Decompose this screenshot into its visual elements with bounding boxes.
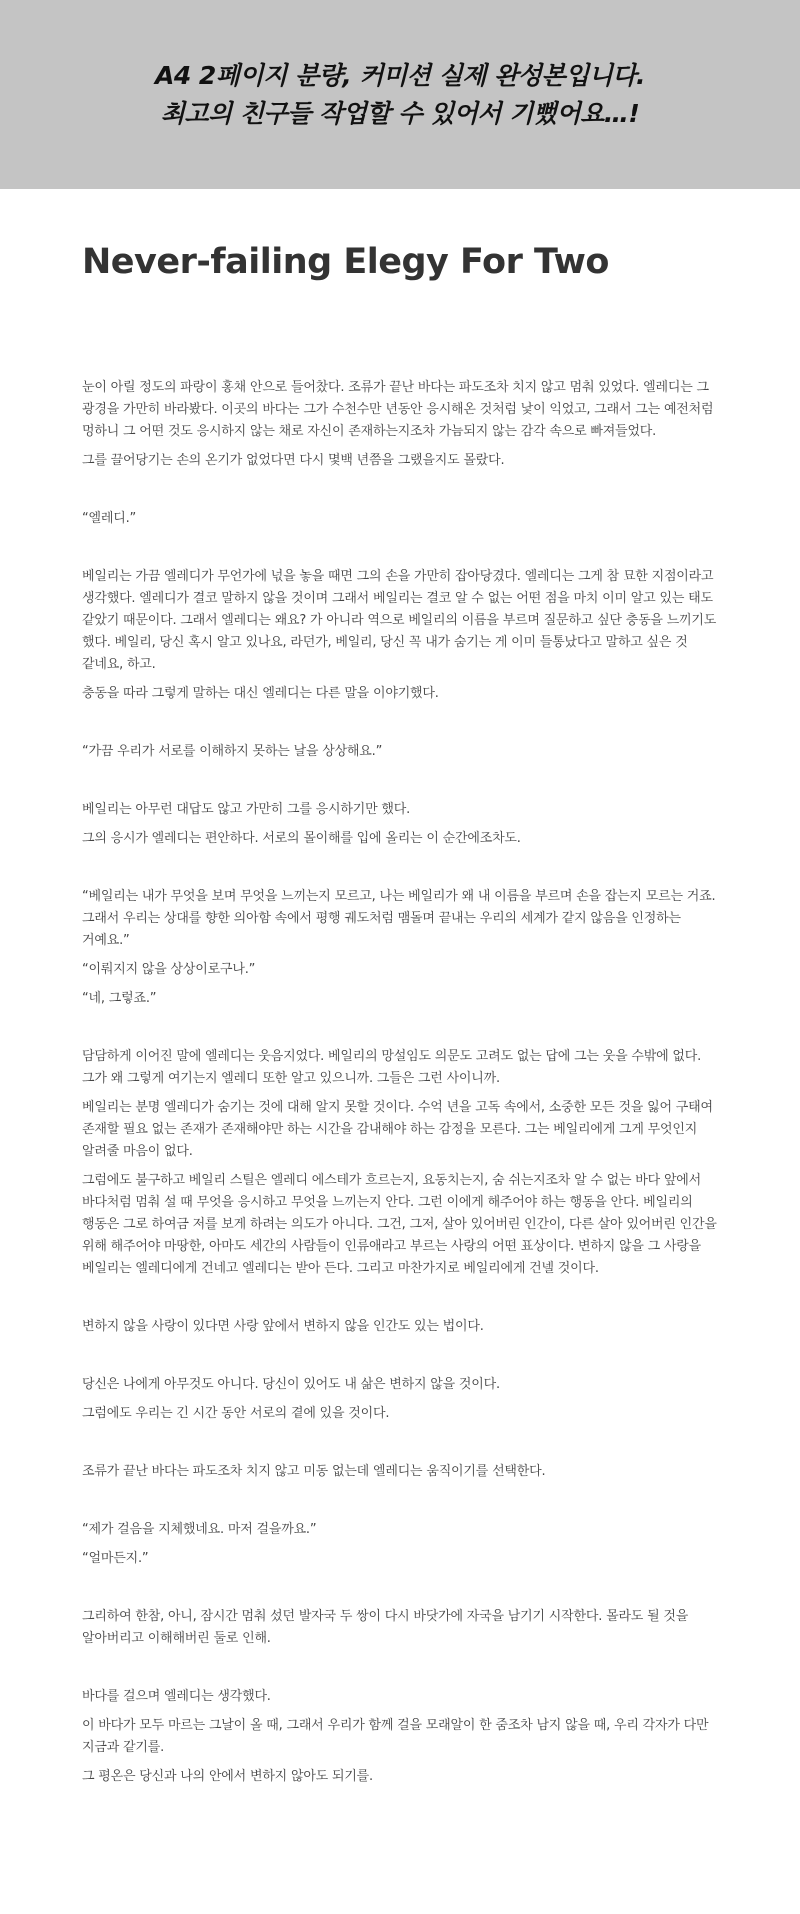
section-gap	[82, 1657, 718, 1686]
section-gap	[82, 712, 718, 741]
story-paragraph: 변하지 않을 사랑이 있다면 사랑 앞에서 변하지 않을 인간도 있는 법이다.	[82, 1319, 484, 1334]
story-body	[82, 377, 718, 1788]
story-paragraph: “얼마든지.”	[82, 1551, 149, 1566]
story-paragraph: 그럼에도 우리는 긴 시간 동안 서로의 곁에 있을 것이다.	[82, 1406, 390, 1421]
story-paragraph: 그를 끌어당기는 손의 온기가 없었다면 다시 몇백 년쯤을 그랬을지도 몰랐다.	[82, 453, 505, 468]
story-paragraph: 바다를 걸으며 엘레디는 생각했다.	[82, 1689, 271, 1704]
document-content	[0, 189, 800, 1788]
story-paragraph: 그의 응시가 엘레디는 편안하다. 서로의 몰이해를 입에 올리는 이 순간에조차도.	[82, 831, 521, 846]
story-paragraph: “베일리는 내가 무엇을 보며 무엇을 느끼는지 모르고, 나는 베일리가 왜 내 이름을 부르며 손을 잡는지 모르는 거죠. 그래서 우리는 상대를 향한 의아함 속에서 평행 궤도처럼 맴돌며 끝내는 우리의 세계가 같지 않음을 인정하는 거예요.”	[82, 889, 716, 948]
commission-banner	[0, 0, 800, 189]
story-paragraph: 충동을 따라 그렇게 말하는 대신 엘레디는 다른 말을 이야기했다.	[82, 686, 439, 701]
story-paragraph: 이 바다가 모두 마르는 그날이 올 때, 그래서 우리가 함께 걸을 모래알이 한 줌조차 남지 않을 때, 우리 각자가 다만 지금과 같기를.	[82, 1718, 709, 1755]
section-gap	[82, 1577, 718, 1606]
story-paragraph: 조류가 끝난 바다는 파도조차 치지 않고 미동 없는데 엘레디는 움직이기를 선택한다.	[82, 1464, 546, 1479]
section-gap	[82, 1490, 718, 1519]
section-gap	[82, 1432, 718, 1461]
section-gap	[82, 1345, 718, 1374]
story-paragraph: “엘레디.”	[82, 511, 137, 526]
banner-line-2: 최고의 친구들 작업할 수 있어서 기뻤어요…!	[160, 98, 640, 128]
section-gap	[82, 770, 718, 799]
banner-line-1: A4 2페이지 분량, 커미션 실제 완성본입니다.	[154, 60, 646, 90]
story-paragraph: 베일리는 가끔 엘레디가 무언가에 넋을 놓을 때면 그의 손을 가만히 잡아당겼다. 엘레디는 그게 참 묘한 지점이라고 생각했다. 엘레디가 결코 말하지 않을 것이며 그래서 베일리는 결코 알 수 없는 어떤 점을 마치 이미 알고 있는 태도 같았기 때문이다. 그래서 엘레디는 왜요? 가 아니라 역으로 베일리의 이름을 부르며 질문하고 싶단 충동을 느끼기도 했다. 베일리, 당신 혹시 알고 있나요, 라던가, 베일리, 당신 꼭 내가 숨기는 게 이미 들통났다고 말하고 싶은 것 같네요, 하고.	[82, 569, 717, 672]
section-gap	[82, 1287, 718, 1316]
story-paragraph: “네, 그렇죠.”	[82, 991, 157, 1006]
section-gap	[82, 857, 718, 886]
story-paragraph: 그리하여 한참, 아니, 잠시간 멈춰 섰던 발자국 두 쌍이 다시 바닷가에 자국을 남기기 시작한다. 몰라도 될 것을 알아버리고 이해해버린 둘로 인해.	[82, 1609, 689, 1646]
story-paragraph: 눈이 아릴 정도의 파랑이 홍채 안으로 들어찼다. 조류가 끝난 바다는 파도조차 치지 않고 멈춰 있었다. 엘레디는 그 광경을 가만히 바라봤다. 이곳의 바다는 그가 수천수만 년동안 응시해온 것처럼 낯이 익었고, 그래서 그는 예전처럼 멍하니 그 어떤 것도 응시하지 않는 채로 자신이 존재하는지조차 가늠되지 않는 감각 속으로 빠져들었다.	[82, 380, 714, 439]
story-paragraph: “이뤄지지 않을 상상이로구나.”	[82, 962, 256, 977]
story-paragraph: 담담하게 이어진 말에 엘레디는 웃음지었다. 베일리의 망설임도 의문도 고려도 없는 답에 그는 웃을 수밖에 없다. 그가 왜 그렇게 여기는지 엘레디 또한 알고 있으니까. 그들은 그런 사이니까.	[82, 1049, 702, 1086]
story-paragraph: 그 평온은 당신과 나의 안에서 변하지 않아도 되기를.	[82, 1769, 373, 1784]
section-gap	[82, 537, 718, 566]
story-title: Never-failing Elegy For Two	[82, 242, 609, 282]
section-gap	[82, 479, 718, 508]
story-paragraph: 그럼에도 불구하고 베일리 스틸은 엘레디 에스테가 흐르는지, 요동치는지, 숨 쉬는지조차 알 수 없는 바다 앞에서 바다처럼 멈춰 설 때 무엇을 응시하고 무엇을 느끼는지 안다. 그런 이에게 해주어야 하는 행동을 안다. 베일리의 행동은 그로 하여금 저를 보게 하려는 의도가 아니다. 그건, 그저, 살아 있어버린 인간이, 다른 살아 있어버린 인간을 위해 해주어야 마땅한, 아마도 세간의 사람들이 인류애라고 부르는 사랑의 어떤 표상이다. 변하지 않을 그 사랑을 베일리는 엘레디에게 건네고 엘레디는 받아 든다. 그리고 마찬가지로 베일리에게 건넬 것이다.	[82, 1173, 717, 1276]
story-paragraph: 베일리는 아무런 대답도 않고 가만히 그를 응시하기만 했다.	[82, 802, 411, 817]
story-paragraph: 당신은 나에게 아무것도 아니다. 당신이 있어도 내 삶은 변하지 않을 것이다.	[82, 1377, 500, 1392]
story-paragraph: “가끔 우리가 서로를 이해하지 못하는 날을 상상해요.”	[82, 744, 383, 759]
story-paragraph: 베일리는 분명 엘레디가 숨기는 것에 대해 알지 못할 것이다. 수억 년을 고독 속에서, 소중한 모든 것을 잃어 구태여 존재할 필요 없는 존재가 존재해야만 하는 시간을 감내해야 하는 감정을 모른다. 그는 베일리에게 그게 무엇인지 알려줄 마음이 없다.	[82, 1100, 713, 1159]
section-gap	[82, 1017, 718, 1046]
story-paragraph: “제가 걸음을 지체했네요. 마저 걸을까요.”	[82, 1522, 317, 1537]
